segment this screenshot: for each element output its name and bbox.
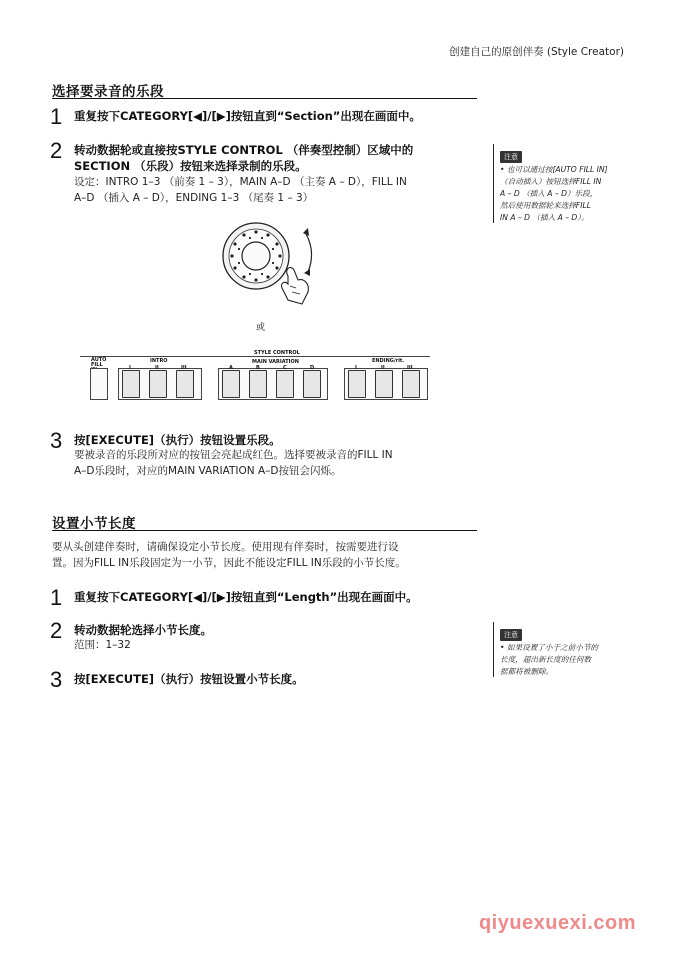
- main-c-label: C: [283, 365, 287, 371]
- panel-subheader-label: MAIN VARIATION: [252, 359, 299, 365]
- main-b-button[interactable]: [249, 370, 267, 398]
- site-watermark: qiyuexuexi.com: [478, 912, 636, 934]
- step-number: 1: [50, 585, 63, 610]
- note-line: （自动插入）按钮选择FILL IN: [500, 177, 602, 186]
- section-title-set-length: 设置小节长度: [52, 516, 136, 532]
- step-detail: 范围：1–32: [74, 639, 131, 651]
- step-detail: 设定：INTRO 1–3 （前奏 1 – 3），MAIN A–D （主奏 A – D），FILL IN: [74, 176, 407, 188]
- ending-2-button[interactable]: [375, 370, 393, 398]
- or-label: 或: [256, 323, 266, 333]
- note-box: [493, 622, 632, 677]
- panel-header-label: STYLE CONTROL: [254, 350, 300, 356]
- note-tag: 注意: [500, 151, 522, 163]
- note-line: IN A – D （插入 A – D）。: [500, 213, 589, 222]
- main-a-label: A: [229, 365, 233, 371]
- step-number: 3: [50, 428, 63, 453]
- intro-1-label: I: [129, 365, 131, 371]
- step-number: 2: [50, 138, 63, 163]
- step-text: 按[EXECUTE]（执行）按钮设置小节长度。: [74, 672, 304, 686]
- note-tag: 注意: [500, 629, 522, 641]
- step-text: 转动数据轮选择小节长度。: [74, 623, 212, 637]
- panel-top-line: [80, 356, 430, 357]
- main-d-button[interactable]: [303, 370, 321, 398]
- intro-3-label: III: [181, 365, 187, 371]
- page-header-title: 创建自己的原创伴奏 (Style Creator): [449, 46, 624, 58]
- note-line: 据都将被删除。: [500, 667, 554, 676]
- auto-fill-in-label: AUTO FILL: [91, 357, 107, 368]
- step-number: 1: [50, 104, 63, 129]
- intro-label: INTRO: [150, 358, 168, 364]
- step-text: 转动数据轮或直接按STYLE CONTROL （伴奏型控制）区域中的: [74, 143, 414, 157]
- step-text: 重复按下CATEGORY[◀]/[▶]按钮直到“Section”出现在画面中。: [74, 109, 421, 123]
- step-number: 3: [50, 667, 63, 692]
- intro-2-button[interactable]: [149, 370, 167, 398]
- main-d-label: D: [310, 365, 315, 371]
- main-a-button[interactable]: [222, 370, 240, 398]
- step-text: 重复按下CATEGORY[◀]/[▶]按钮直到“Length”出现在画面中。: [74, 590, 418, 604]
- section-divider: [52, 530, 477, 531]
- step-text: SECTION （乐段）按钮来选择录制的乐段。: [74, 159, 307, 173]
- section-title-select-section: 选择要录音的乐段: [52, 84, 164, 100]
- intro-paragraph: 要从头创建伴奏时，请确保设定小节长度。使用现有伴奏时，按需要进行设: [52, 541, 399, 553]
- auto-fill-in-button[interactable]: [90, 368, 108, 400]
- step-number: 2: [50, 618, 63, 643]
- intro-paragraph: 置。因为FILL IN乐段固定为一小节，因此不能设定FILL IN乐段的小节长度。: [52, 557, 406, 569]
- note-line: • 也可以通过按[AUTO FILL IN]: [500, 165, 608, 174]
- intro-2-label: II: [155, 365, 159, 371]
- main-c-button[interactable]: [276, 370, 294, 398]
- note-line: A – D （插入 A – D）乐段，: [500, 189, 598, 198]
- note-line: 长度，超出新长度的任何数: [500, 655, 592, 664]
- intro-1-button[interactable]: [122, 370, 140, 398]
- note-line: • 如果设置了小于之前小节的: [500, 643, 599, 652]
- main-b-label: B: [256, 365, 260, 371]
- note-box: [493, 144, 632, 223]
- ending-label: ENDING/rit.: [372, 358, 405, 364]
- step-detail: A–D （插入 A – D），ENDING 1–3 （尾奏 1 – 3）: [74, 192, 314, 204]
- step-detail: A–D乐段时，对应的MAIN VARIATION A–D按钮会闪烁。: [74, 465, 342, 477]
- ending-1-button[interactable]: [348, 370, 366, 398]
- step-detail: 要被录音的乐段所对应的按钮会亮起成红色。选择要被录音的FILL IN: [74, 449, 393, 461]
- section-divider: [52, 98, 477, 99]
- data-dial-illustration: [218, 214, 328, 314]
- ending-2-label: II: [381, 365, 385, 371]
- ending-3-label: III: [407, 365, 413, 371]
- ending-1-label: I: [355, 365, 357, 371]
- step-text: 按[EXECUTE]（执行）按钮设置乐段。: [74, 433, 281, 447]
- ending-3-button[interactable]: [402, 370, 420, 398]
- note-line: 然后使用数据轮来选择FILL: [500, 201, 592, 210]
- intro-3-button[interactable]: [176, 370, 194, 398]
